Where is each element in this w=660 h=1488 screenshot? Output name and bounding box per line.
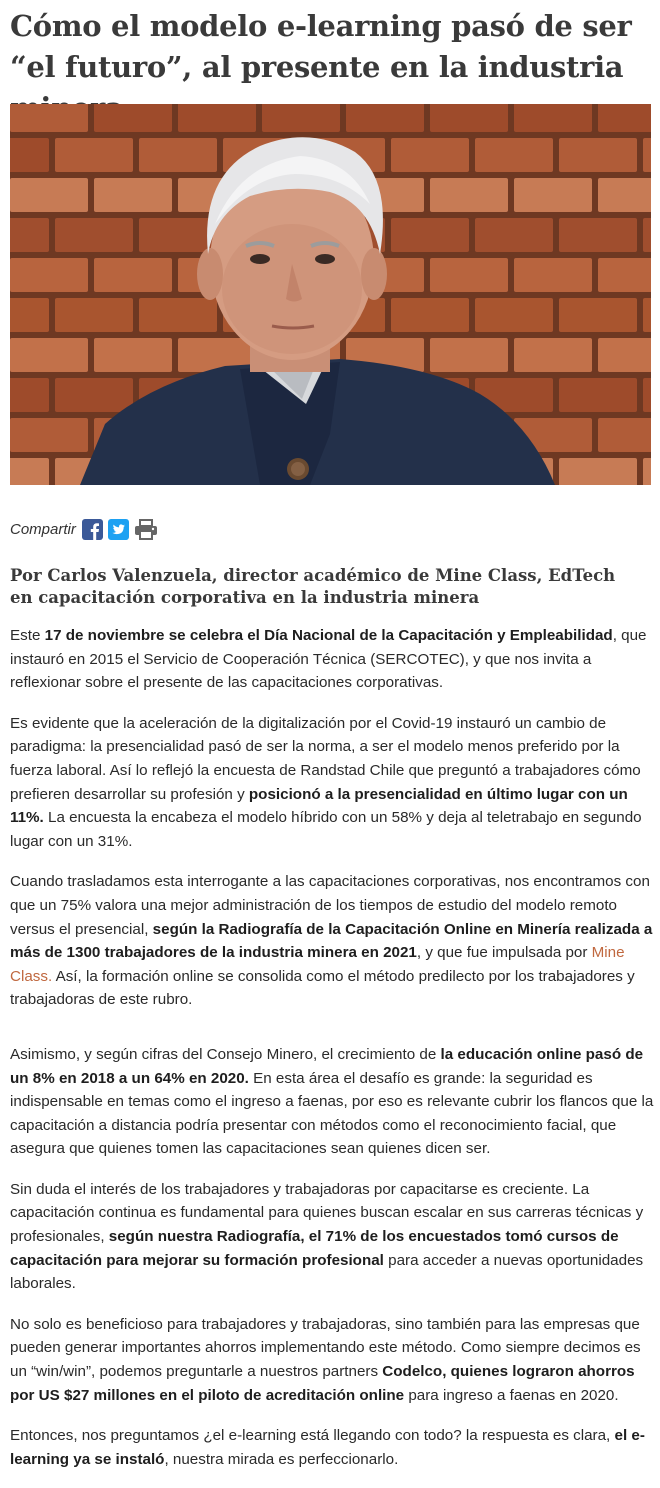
paragraph-text: Así, la formación online se consolida como el método predilecto por los trabajadores y trabajadoras de este rubro.: [10, 967, 635, 1009]
paragraph-5: [10, 1178, 655, 1296]
twitter-share-button[interactable]: [108, 519, 129, 540]
paragraph-text: La encuesta la encabeza el modelo híbrido con un 58% y deja al teletrabajo en segundo lugar con un 31%.: [10, 809, 642, 850]
paragraph-text: Este: [10, 627, 45, 644]
hero-image: [10, 104, 651, 485]
twitter-icon: [108, 519, 129, 540]
paragraph-text: Es evidente que la aceleración de la digitalización por el Covid-19 instauró un cambio de paradigma: la presencialidad pasó de ser la norma, a ser el modelo menos preferido por la fuerza laboral. Así lo reflejó la encuesta de Randstad Chile que preguntó a trabajadores cómo prefieren desarrollar su profesión y: [10, 714, 641, 803]
article-title: Cómo el modelo e-learning pasó de ser “el futuro”, al presente en la industria: [10, 9, 632, 84]
paragraph-text: No solo es beneficioso para trabajadores y trabajadoras, sino también para las empresas que pueden generar importantes ahorros implementando este método. Como siempre decimos es un “win/win”, podemos preguntarle a nuestros partners: [10, 1315, 641, 1381]
paragraph-text: Entonces, nos preguntamos ¿el e-learning está llegando con todo? la respuesta es clara,: [10, 1427, 615, 1445]
paragraph-text: Asimismo, y según cifras del Consejo Minero, el crecimiento de: [10, 1045, 441, 1063]
portrait-photo: [10, 104, 651, 485]
share-bar: [10, 514, 163, 544]
paragraph-highlight: el e-learning ya se instaló: [10, 1427, 645, 1468]
paragraph-text: Cuando trasladamos esta interrogante a las capacitaciones corporativas, nos encontramos con que un 75% valora una mejor administración de los tiempos de estudio del modelo remoto versus el presencial,: [10, 873, 650, 938]
paragraph-4: [10, 1043, 655, 1161]
paragraph-text: En esta área el desafío es grande: la seguridad es indispensable en temas como el ingreso a faenas, por eso es relevante cubrir los flancos que la capacitación a distancia podría presentar con métodos como el reconocimiento facial, que asegura que quienes tomen las capacitaciones sean quienes dicen ser.: [10, 1069, 654, 1158]
facebook-icon: [82, 519, 103, 540]
paragraph-highlight: según nuestra Radiografía, el 71% de los encuestados tomó cursos de capacitación para mejorar su formación profesional: [10, 1228, 619, 1269]
facebook-share-button[interactable]: [82, 519, 103, 540]
paragraph-text: , y que fue impulsada por: [416, 944, 592, 962]
paragraph-text: , que instauró en 2015 el Servicio de Cooperación Técnica (SERCOTEC), y que nos invita a reflexionar sobre el presente de las capacitaciones corporativas.: [10, 627, 647, 692]
paragraph-7: [10, 1424, 655, 1471]
paragraph-highlight: Codelco, quienes lograron ahorros por US $27 millones en el piloto de acreditación online: [10, 1363, 635, 1404]
share-label: Compartir: [10, 520, 76, 538]
article-byline: Por Carlos Valenzuela, director académico de Mine Class, EdTech en capacitación corporativa en la industria minera: [10, 566, 616, 607]
paragraph-text: , nuestra mirada es perfeccionarlo.: [164, 1450, 399, 1468]
paragraph-text: para ingreso a faenas en 2020.: [404, 1386, 619, 1404]
mine-class-link[interactable]: Mine Class.: [10, 944, 625, 985]
article-body: [10, 624, 655, 1488]
paragraph-text: para acceder a nuevas oportunidades laborales.: [10, 1251, 644, 1293]
paragraph-highlight: según la Radiografía de la Capacitación Online en Minería realizada a más de 1300 trabajadores de la industria minera en 2021: [10, 920, 653, 962]
paragraph-highlight: la educación online pasó de un 8% en 2018 a un 64% en 2020.: [10, 1045, 644, 1087]
paragraph-2: [10, 712, 655, 854]
paragraph-highlight: 17 de noviembre se celebra el Día Nacional de la Capacitación y Empleabilidad: [44, 627, 613, 644]
print-button[interactable]: [134, 519, 158, 540]
paragraph-text: Sin duda el interés de los trabajadores y trabajadoras por capacitarse es creciente. La capacitación continua es fundamental para quienes buscan escalar en sus carreras técnicas y profesionales,: [10, 1180, 644, 1246]
paragraph-highlight: posicionó a la presencialidad en último lugar con un 11%.: [10, 785, 628, 827]
paragraph-6: [10, 1313, 655, 1407]
print-icon: [134, 519, 158, 540]
paragraph-3: [10, 870, 655, 1012]
paragraph-1: [10, 624, 655, 695]
